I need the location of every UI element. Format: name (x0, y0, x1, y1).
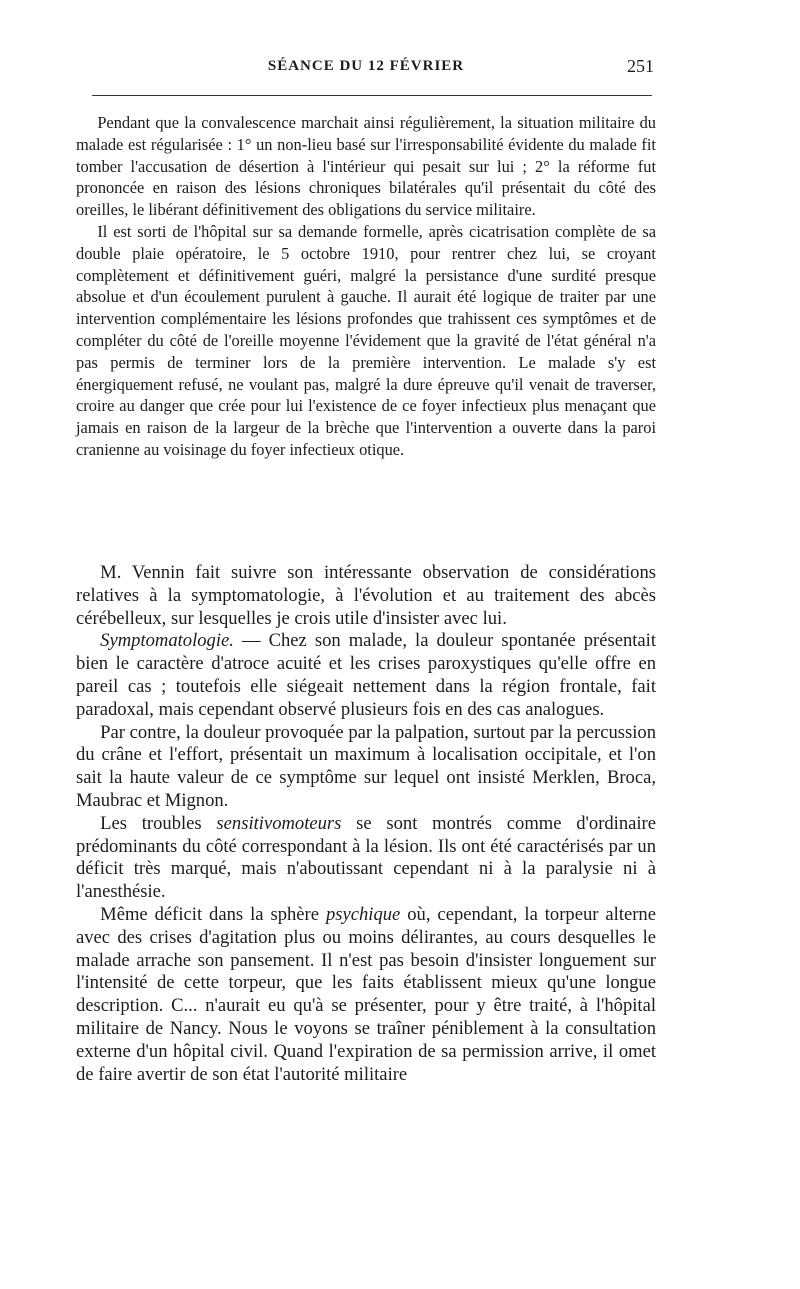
paragraph-text: Les troubles (100, 812, 217, 834)
paragraph-text: où, cependant, la torpeur alterne avec des crises d'agitation plus ou moins délirantes, au cours desquelles le malade arrache son pansement. Il n'est pas besoin d'insister longuement sur l'intensité de cette torpeur, que les faits établissent mieux qu'une longue description. C... n'aurait eu qu'à se présenter, pour y être traité, à l'hôpital militaire de Nancy. Nous le voyons se traîner péniblement à la consultation externe d'un hôpital civil. Quand l'expiration de sa permission arrive, il omet de faire avertir de son état l'autorité militaire (76, 903, 656, 1085)
page-header (76, 54, 656, 84)
paragraph: Par contre, la douleur provoquée par la palpation, surtout par la percussion du crâne et l'effort, présentait un maximum à localisation occipitale, et l'on sait la haute valeur de ce symptôme sur lequel ont insisté Merklen, Broca, Maubrac et Mignon. (76, 721, 656, 811)
paragraph-text: — Chez son malade, la douleur spontanée présentait bien le caractère d'atroce acuité et les crises paroxystiques qu'elle offre en pareil cas ; toutefois elle siégeait nettement dans la région frontale, fait paradoxal, mais cependant observé plusieurs fois en des cas analogues. (76, 630, 656, 720)
paragraph-text: se sont montrés comme d'ordinaire prédominants du côté correspondant à la lésion. Ils ont été caractérisés par un déficit très marqué, mais n'aboutissant cependant ni à la paralysie ni à l'anesthésie. (76, 812, 657, 903)
paragraph-text: Même déficit dans la sphère (100, 903, 326, 925)
section-heading: Symptomatologie. (100, 630, 234, 652)
header-rule (92, 95, 652, 96)
emphasis: psychique (325, 903, 401, 925)
page-number: 251 (627, 56, 654, 76)
paragraph (76, 904, 656, 1086)
paragraph: Pendant que la convalescence marchait ainsi régulièrement, la situation militaire du malade est régularisée : 1° un non-lieu basé sur l'irresponsabilité évidente du malade fit tomber l'accusation de désertion à l'intérieur qui pesait sur lui ; 2° la réforme fut prononcée en raison des lésions chroniques bilatérales qu'il présentait du côté des oreilles, le libérant définitivement des obligations du service militaire. (76, 113, 656, 220)
emphasis: sensitivomoteurs (216, 812, 342, 834)
paragraph: M. Vennin fait suivre son intéressante observation de considérations relatives à la symptomatologie, à l'évolution et au traitement des abcès cérébelleux, sur lesquelles je crois utile d'insister avec lui. (76, 562, 656, 629)
paragraph (76, 813, 656, 904)
paragraph: Il est sorti de l'hôpital sur sa demande formelle, après cicatrisation complète de sa double plaie opératoire, le 5 octobre 1910, pour rentrer chez lui, se croyant complètement et définitivement guéri, malgré la persistance d'une surdité presque absolue et d'un écoulement purulent à gauche. Il aurait été logique de traiter par une intervention complémentaire les lésions profondes que trahissent ces symptômes et de compléter du côté de l'oreille moyenne l'évidement que la gravité de l'état général n'a pas permis de terminer lors de la première intervention. Le malade s'y est énergiquement refusé, ne voulant pas, malgré la dure épreuve qu'il venait de traverser, croire au danger que crée pour lui l'existence de ce foyer infectieux plus menaçant que jamais en raison de la largeur de la brèche que l'intervention a ouverte dans la paroi cranienne au voisinage du foyer infectieux otique. (76, 221, 656, 459)
running-head: SÉANCE DU 12 FÉVRIER (267, 58, 465, 74)
commentary-section (76, 562, 656, 1086)
case-report-section (76, 112, 656, 461)
paragraph (76, 630, 656, 721)
